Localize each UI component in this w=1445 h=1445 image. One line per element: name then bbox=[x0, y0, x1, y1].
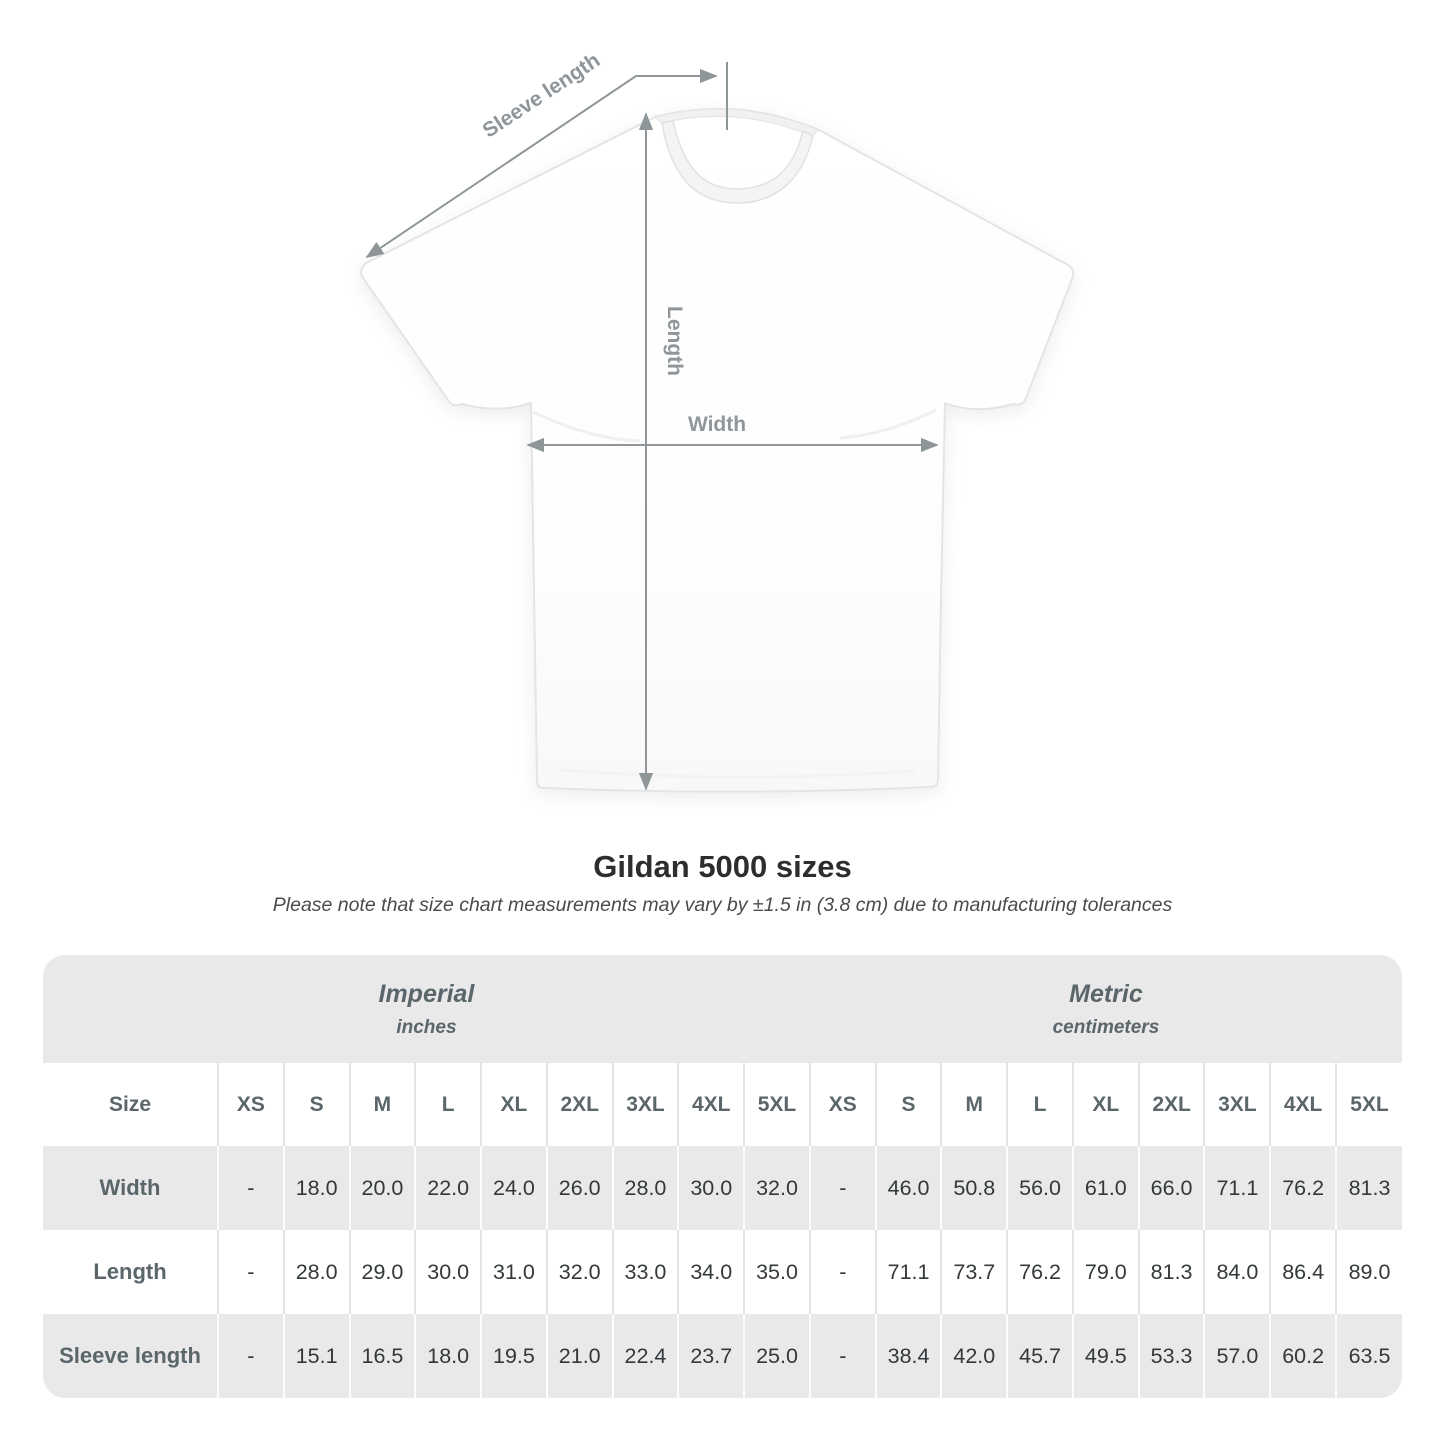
measurement-value: 29.0 bbox=[350, 1230, 416, 1314]
unit-name-label: Metric bbox=[1069, 979, 1143, 1008]
measurement-value: 86.4 bbox=[1270, 1230, 1336, 1314]
size-column-header: XL bbox=[1073, 1063, 1139, 1146]
measurement-value: 24.0 bbox=[481, 1146, 547, 1230]
measurement-value: 81.3 bbox=[1336, 1146, 1402, 1230]
measurement-value: 81.3 bbox=[1139, 1230, 1205, 1314]
measurement-value: 50.8 bbox=[941, 1146, 1007, 1230]
measurement-value: 28.0 bbox=[613, 1146, 679, 1230]
measurement-value: 28.0 bbox=[284, 1230, 350, 1314]
measurement-value: 35.0 bbox=[744, 1230, 810, 1314]
measurement-row bbox=[43, 1146, 1402, 1230]
size-column-header: XS bbox=[218, 1063, 284, 1146]
measurement-value: 63.5 bbox=[1336, 1314, 1402, 1398]
unit-sublabel: centimeters bbox=[1052, 1016, 1160, 1038]
measurement-value: 26.0 bbox=[547, 1146, 613, 1230]
size-column-header: 4XL bbox=[1270, 1063, 1336, 1146]
row-label: Sleeve length bbox=[59, 1343, 201, 1368]
measurement-value: 22.4 bbox=[613, 1314, 679, 1398]
width-label: Width bbox=[687, 413, 747, 436]
measurement-value: 84.0 bbox=[1204, 1230, 1270, 1314]
measurement-value: 56.0 bbox=[1007, 1146, 1073, 1230]
row-label: Width bbox=[99, 1175, 161, 1200]
measurement-value: 46.0 bbox=[876, 1146, 942, 1230]
measurement-value: 22.0 bbox=[415, 1146, 481, 1230]
size-header-row bbox=[43, 1063, 1402, 1146]
size-column-header: S bbox=[284, 1063, 350, 1146]
size-column-header: L bbox=[415, 1063, 481, 1146]
size-table bbox=[43, 955, 1402, 1398]
measurement-value: 20.0 bbox=[350, 1146, 416, 1230]
size-table-container bbox=[43, 955, 1402, 1398]
measurement-value: 23.7 bbox=[678, 1314, 744, 1398]
measurement-value: 89.0 bbox=[1336, 1230, 1402, 1314]
tshirt-figure bbox=[361, 109, 1073, 792]
measurement-value: 71.1 bbox=[876, 1230, 942, 1314]
measurement-value: - bbox=[218, 1314, 284, 1398]
measurement-value: 38.4 bbox=[876, 1314, 942, 1398]
measurement-value: 61.0 bbox=[1073, 1146, 1139, 1230]
tolerance-note: Please note that size chart measurements may vary by ±1.5 in (3.8 cm) due to manufacturing tolerances bbox=[272, 894, 1173, 916]
measurement-value: - bbox=[810, 1314, 876, 1398]
size-column-header: XL bbox=[481, 1063, 547, 1146]
size-corner-header: Size bbox=[43, 1063, 218, 1146]
measurement-value: - bbox=[218, 1230, 284, 1314]
measurement-value: 57.0 bbox=[1204, 1314, 1270, 1398]
unit-group-header bbox=[810, 955, 1402, 1063]
unit-group-header bbox=[43, 955, 810, 1063]
measurement-value: 76.2 bbox=[1270, 1146, 1336, 1230]
measurement-value: 18.0 bbox=[415, 1314, 481, 1398]
size-column-header: 3XL bbox=[613, 1063, 679, 1146]
measurement-value: 31.0 bbox=[481, 1230, 547, 1314]
size-column-header: 5XL bbox=[744, 1063, 810, 1146]
chart-title: Gildan 5000 sizes bbox=[593, 849, 852, 884]
measurement-value: 25.0 bbox=[744, 1314, 810, 1398]
size-column-header: 4XL bbox=[678, 1063, 744, 1146]
measurement-value: 18.0 bbox=[284, 1146, 350, 1230]
size-column-header: M bbox=[941, 1063, 1007, 1146]
measurement-value: 60.2 bbox=[1270, 1314, 1336, 1398]
measurement-value: - bbox=[810, 1146, 876, 1230]
tshirt-outline bbox=[361, 109, 1073, 792]
size-column-header: M bbox=[350, 1063, 416, 1146]
measurement-value: 16.5 bbox=[350, 1314, 416, 1398]
size-column-header: 5XL bbox=[1336, 1063, 1402, 1146]
size-column-header: S bbox=[876, 1063, 942, 1146]
measurement-value: 45.7 bbox=[1007, 1314, 1073, 1398]
measurement-value: 15.1 bbox=[284, 1314, 350, 1398]
measurement-value: 79.0 bbox=[1073, 1230, 1139, 1314]
length-label: Length bbox=[663, 306, 686, 376]
measurement-value: 32.0 bbox=[744, 1146, 810, 1230]
measurement-row bbox=[43, 1230, 1402, 1314]
measurement-value: 33.0 bbox=[613, 1230, 679, 1314]
measurement-value: 49.5 bbox=[1073, 1314, 1139, 1398]
size-column-header: 2XL bbox=[1139, 1063, 1205, 1146]
measurement-value: 42.0 bbox=[941, 1314, 1007, 1398]
measurement-value: 32.0 bbox=[547, 1230, 613, 1314]
size-column-header: 2XL bbox=[547, 1063, 613, 1146]
measurement-value: 53.3 bbox=[1139, 1314, 1205, 1398]
measurement-value: 21.0 bbox=[547, 1314, 613, 1398]
measurement-value: 19.5 bbox=[481, 1314, 547, 1398]
measurement-value: 34.0 bbox=[678, 1230, 744, 1314]
measurement-value: 73.7 bbox=[941, 1230, 1007, 1314]
size-column-header: L bbox=[1007, 1063, 1073, 1146]
unit-name-label: Imperial bbox=[378, 979, 475, 1008]
measurement-value: 76.2 bbox=[1007, 1230, 1073, 1314]
size-column-header: XS bbox=[810, 1063, 876, 1146]
measurement-value: - bbox=[218, 1146, 284, 1230]
measurement-value: 71.1 bbox=[1204, 1146, 1270, 1230]
sleeve-length-label: Sleeve length bbox=[478, 48, 605, 143]
measurement-row bbox=[43, 1314, 1402, 1398]
measurement-value: 30.0 bbox=[678, 1146, 744, 1230]
measurement-value: 66.0 bbox=[1139, 1146, 1205, 1230]
row-label: Length bbox=[93, 1259, 167, 1284]
size-column-header: 3XL bbox=[1204, 1063, 1270, 1146]
unit-header-row bbox=[43, 955, 1402, 1063]
measurement-value: - bbox=[810, 1230, 876, 1314]
measurement-value: 30.0 bbox=[415, 1230, 481, 1314]
unit-sublabel: inches bbox=[396, 1016, 457, 1038]
